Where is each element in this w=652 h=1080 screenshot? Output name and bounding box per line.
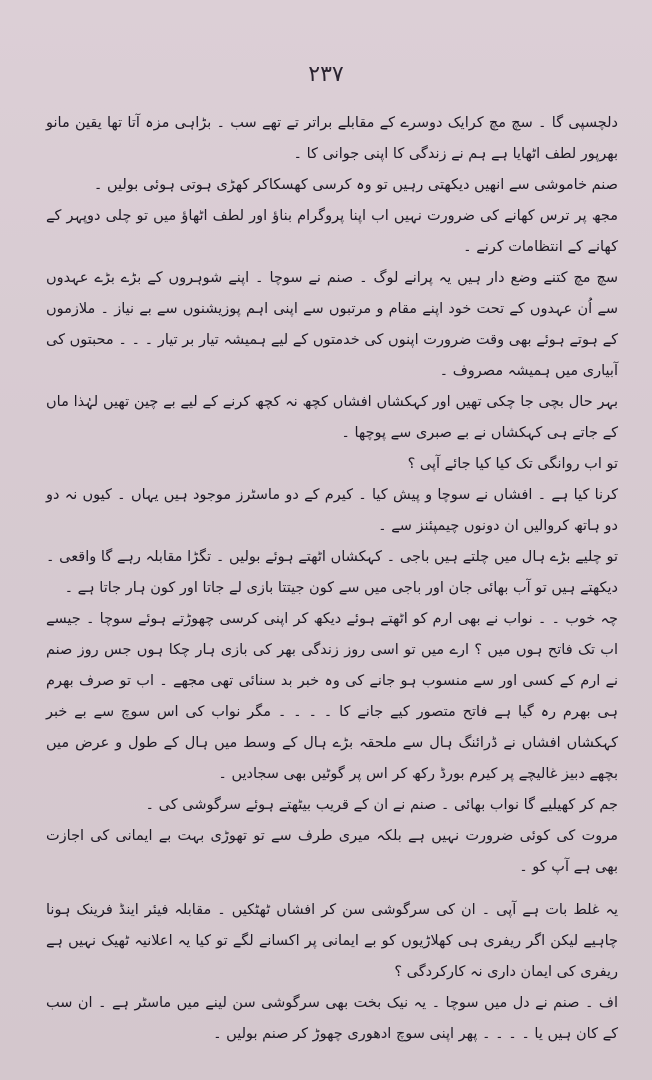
paragraph: جم کر کھیلیے گا نواب بھائی ۔ صنم نے ان کے قریب بیٹھتے ہوئے سرگوشی کی ۔: [145, 797, 618, 813]
paragraph: بہر حال بچی جا چکی تھیں اور کہکشاں افشاں کچھ نہ کچھ کرنے کے لیے بے چین تھیں لہٰذا ماں کے جاتے ہی کہکشاں نے بے صبری سے پوچھا ۔: [46, 394, 618, 441]
paragraph: سچ مچ کتنے وضع دار ہیں یہ پرانے لوگ ۔ صنم نے سوچا ۔ اپنے شوہروں کے بڑے بڑے عہدوں سے اُن عہدوں کے تحت خود اپنے مقام و مرتبوں سے اپنی اہم پوزیشنوں سے بے نیاز ۔ ملازموں کے ہوتے ہوئے بھی وقت ضرورت اپنوں کی خدمتوں کے لیے ہمیشہ تیار بر تیار ۔ ۔ ۔ محبتوں کی آبیاری میں ہمیشہ مصروف ۔: [46, 270, 618, 379]
page-text-body: [46, 108, 618, 1050]
paragraph: چہ خوب ۔ ۔ نواب نے بھی ارم کو اٹھتے ہوئے دیکھ کر اپنی کرسی چھوڑتے ہوئے سوچا ۔ جیسے اب تک فاتح ہوں میں ؟ ارے میں تو اسی روز زندگی بھر کی بازی ہار چکا ہوں جس روز صنم نے ارم کے کسی اور سے منسوب ہو جانے کی وہ خبر بد سنائی تھی مجھے ۔ اب تو صرف بھرم ہی بھرم رہ گیا ہے فاتح متصور کیے جانے کا ۔ ۔ ۔ ۔ مگر نواب کی اس سوچ سے بے خبر کہکشاں افشاں نے ڈرائنگ ہال سے ملحقہ بڑے ہال کے وسط میں ہال کے طول و عرض میں بچھے دبیز غالیچے پر کیرم بورڈ رکھ کر اس پر گوٹیں بھی سجادیں ۔: [46, 611, 618, 782]
paragraph: صنم خاموشی سے انھیں دیکھتی رہیں تو وہ کرسی کھسکاکر کھڑی ہوتی ہوئی بولیں ۔: [93, 177, 618, 193]
paragraph: دلچسپی گا ۔ سچ مچ کرایک دوسرے کے مقابلے براتر تے تھے سب ۔ بڑاہی مزہ آتا تھا یقین مانو بھرپور لطف اٹھایا ہے ہم نے زندگی کا اپنی جوانی کا ۔: [46, 115, 618, 162]
paragraph: اف ۔ صنم نے دل میں سوچا ۔ یہ نیک بخت بھی سرگوشی سن لینے میں ماسٹر ہے ۔ ان سب کے کان ہیں یا ۔ ۔ ۔ ۔ پھر اپنی سوچ ادھوری چھوڑ کر صنم بولیں ۔: [46, 995, 618, 1042]
paragraph: تو چلیے بڑے ہال میں چلتے ہیں باجی ۔ کہکشاں اٹھتے ہوئے بولیں ۔ تگڑا مقابلہ رہے گا واقعی ۔ دیکھتے ہیں تو آب بھائی جان اور باجی میں سے کون جیتتا بازی لے جاتا اور کون ہار جاتا ہے ۔: [46, 549, 618, 596]
paragraph: مروت کی کوئی ضرورت نہیں ہے بلکہ میری طرف سے تو تھوڑی بہت بے ایمانی کی اجازت بھی ہے آپ کو ۔: [46, 828, 618, 875]
paragraph-gap: [46, 883, 618, 895]
paragraph: تو اب روانگی تک کیا کیا جائے آپی ؟: [407, 456, 618, 472]
paragraph: یہ غلط بات ہے آپی ۔ ان کی سرگوشی سن کر افشاں ٹھٹکیں ۔ مقابلہ فیئر اینڈ فرینک ہونا چاہیے لیکن اگر ریفری ہی کھلاڑیوں کو بے ایمانی پر اکسانے لگے تو کیا یہ اعلانیہ ٹھیک نہیں ہے ریفری کی ایمان داری نہ کارکردگی ؟: [46, 902, 618, 980]
paragraph: کرنا کیا ہے ۔ افشاں نے سوچا و پیش کیا ۔ کیرم کے دو ماسٹرز موجود ہیں یہاں ۔ کیوں نہ دو دو ہاتھ کروالیں ان دونوں چیمپئنز سے ۔: [46, 487, 618, 534]
paragraph: مجھ پر ترس کھانے کی ضرورت نہیں اب اپنا پروگرام بناؤ اور لطف اٹھاؤ میں تو چلی دوپہر کے کھانے کے انتظامات کرنے ۔: [46, 208, 618, 255]
page-number: ۲۳۷: [308, 62, 344, 87]
